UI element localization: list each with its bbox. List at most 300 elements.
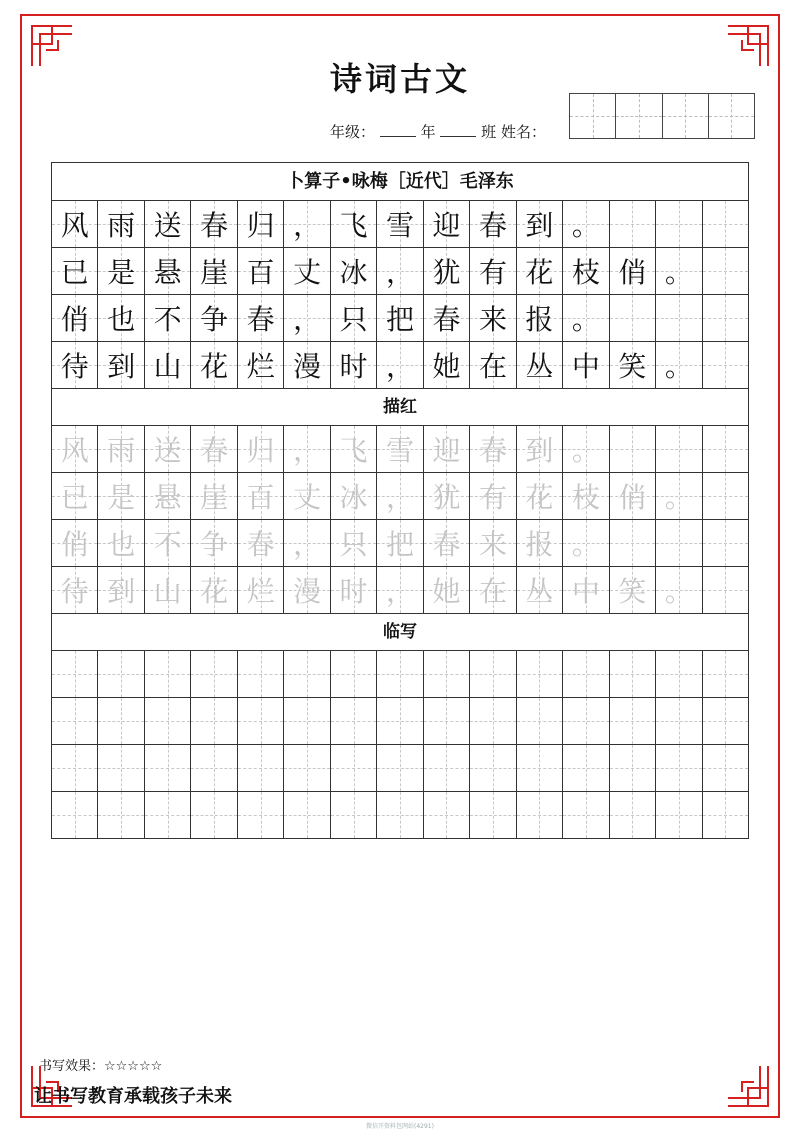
trace-cell [237, 520, 283, 566]
grid-character: 山 [153, 350, 182, 383]
grid-character: 。 [664, 575, 693, 608]
trace-cell [702, 567, 748, 613]
grid-cell [190, 248, 236, 294]
copy-cell[interactable] [702, 651, 748, 697]
poem-row [52, 342, 748, 388]
trace-cell [469, 473, 515, 519]
grid-character: 争 [200, 528, 229, 561]
grid-character: 。 [571, 528, 600, 561]
copy-cell[interactable] [330, 651, 376, 697]
grid-character: 归 [246, 209, 275, 242]
name-box-cell[interactable] [570, 94, 615, 138]
copy-cell[interactable] [423, 698, 469, 744]
grid-character: 春 [478, 434, 507, 467]
copy-cell[interactable] [609, 651, 655, 697]
copy-cell[interactable] [376, 698, 422, 744]
trace-row [52, 567, 748, 613]
grid-cell [190, 342, 236, 388]
copy-cell[interactable] [237, 792, 283, 838]
grid-character: ， [293, 303, 322, 336]
trace-cell [516, 473, 562, 519]
copy-row [52, 745, 748, 792]
trace-cell [702, 520, 748, 566]
copy-cell[interactable] [655, 792, 701, 838]
grid-character: 飞 [339, 209, 368, 242]
grid-cell [330, 201, 376, 247]
copy-cell[interactable] [562, 651, 608, 697]
trace-cell [469, 567, 515, 613]
grid-character: 把 [386, 528, 415, 561]
grid-character: 来 [478, 528, 507, 561]
copy-cell[interactable] [52, 745, 97, 791]
grid-character: 有 [478, 481, 507, 514]
grid-character: 俏 [60, 303, 89, 336]
trace-cell [423, 426, 469, 472]
copy-cell[interactable] [330, 792, 376, 838]
grid-character: 时 [339, 575, 368, 608]
student-info [330, 121, 546, 142]
grid-cell [52, 342, 97, 388]
copy-cell[interactable] [702, 792, 748, 838]
year-label: 年 [420, 123, 436, 141]
grid-character: 中 [571, 575, 600, 608]
grid-character: 送 [153, 209, 182, 242]
trace-cell [609, 473, 655, 519]
trace-cell [97, 426, 143, 472]
grid-character: ， [386, 575, 415, 608]
trace-cell [330, 520, 376, 566]
copy-cell[interactable] [655, 651, 701, 697]
trace-cell [516, 426, 562, 472]
grid-character: 崖 [200, 256, 229, 289]
trace-cell [562, 567, 608, 613]
grid-character: 冰 [339, 481, 368, 514]
source-note: 微信开资料包网站(4291) [366, 1123, 434, 1130]
grid-cell [469, 248, 515, 294]
grid-cell [702, 201, 748, 247]
grid-character: 丛 [525, 350, 554, 383]
trace-row [52, 473, 748, 520]
grid-character: 俏 [618, 481, 647, 514]
copy-cell[interactable] [655, 745, 701, 791]
grid-character: 已 [60, 256, 89, 289]
grid-character: 百 [246, 481, 275, 514]
copy-cell[interactable] [144, 745, 190, 791]
trace-cell [376, 426, 422, 472]
grid-character: 山 [153, 575, 182, 608]
grid-character: 悬 [153, 256, 182, 289]
grid-character: 在 [478, 575, 507, 608]
copy-cell[interactable] [52, 698, 97, 744]
copy-cell[interactable] [609, 792, 655, 838]
trace-cell [190, 426, 236, 472]
copy-cell[interactable] [702, 698, 748, 744]
grid-character: 争 [200, 303, 229, 336]
copy-cell[interactable] [52, 792, 97, 838]
grid-cell [283, 248, 329, 294]
grid-character: 。 [664, 481, 693, 514]
grid-character: 丈 [293, 256, 322, 289]
trace-cell [144, 520, 190, 566]
copy-cell[interactable] [283, 745, 329, 791]
grid-cell [702, 342, 748, 388]
name-label: 姓名： [500, 123, 546, 141]
grid-cell [97, 342, 143, 388]
trace-cell [609, 567, 655, 613]
poem-row [52, 295, 748, 342]
grid-character: 枝 [571, 256, 600, 289]
copy-cell[interactable] [516, 792, 562, 838]
trace-cell [283, 426, 329, 472]
trace-cell [144, 567, 190, 613]
grid-character: 到 [107, 350, 136, 383]
grid-cell [144, 342, 190, 388]
grid-cell [144, 295, 190, 341]
trace-cell [283, 520, 329, 566]
grid-character: 到 [107, 575, 136, 608]
grid-character: 笑 [618, 350, 647, 383]
copy-cell[interactable] [655, 698, 701, 744]
trace-cell [237, 567, 283, 613]
grid-character: 烂 [246, 350, 275, 383]
trace-cell [283, 473, 329, 519]
copy-cell[interactable] [609, 698, 655, 744]
grid-cell [144, 201, 190, 247]
trace-cell [330, 473, 376, 519]
grid-character: 犹 [432, 481, 461, 514]
slogan: 让书写教育承载孩子未来 [34, 1086, 232, 1107]
name-box-cell[interactable] [708, 94, 754, 138]
copy-cell[interactable] [283, 698, 329, 744]
grid-cell [190, 295, 236, 341]
page-title: 诗词古文 [329, 60, 470, 98]
poem-grid [52, 201, 748, 388]
copy-cell[interactable] [469, 651, 515, 697]
grid-character: 是 [107, 481, 136, 514]
name-box-cell[interactable] [662, 94, 708, 138]
grid-cell [469, 342, 515, 388]
copy-cell[interactable] [423, 745, 469, 791]
grid-cell [469, 295, 515, 341]
grid-character: 到 [525, 209, 554, 242]
grid-cell [655, 248, 701, 294]
grid-character: 春 [432, 303, 461, 336]
trace-cell [330, 567, 376, 613]
grid-character: ， [386, 350, 415, 383]
copy-cell[interactable] [469, 792, 515, 838]
trace-cell [655, 426, 701, 472]
trace-cell [423, 567, 469, 613]
copy-cell[interactable] [237, 651, 283, 697]
grid-character: 待 [60, 575, 89, 608]
grid-cell [423, 201, 469, 247]
grid-cell [330, 342, 376, 388]
grid-character: 风 [60, 434, 89, 467]
copy-header: 临写 [52, 613, 748, 651]
copy-cell[interactable] [423, 651, 469, 697]
poem-row [52, 248, 748, 295]
grid-cell [516, 201, 562, 247]
grid-cell [609, 295, 655, 341]
trace-cell [562, 426, 608, 472]
trace-cell [423, 473, 469, 519]
grid-character: 待 [60, 350, 89, 383]
grid-character: 有 [478, 256, 507, 289]
name-grid[interactable] [569, 93, 755, 139]
grid-character: 报 [525, 303, 554, 336]
grid-cell [52, 295, 97, 341]
grid-character: 迎 [432, 434, 461, 467]
copy-cell[interactable] [469, 698, 515, 744]
grid-character: 俏 [60, 528, 89, 561]
grid-cell [97, 201, 143, 247]
grid-character: 。 [571, 434, 600, 467]
grid-character: 只 [339, 303, 368, 336]
trace-cell [237, 426, 283, 472]
grid-character: 在 [478, 350, 507, 383]
grid-cell [237, 295, 283, 341]
copy-cell[interactable] [423, 792, 469, 838]
copy-cell[interactable] [144, 651, 190, 697]
grid-character: 时 [339, 350, 368, 383]
grid-character: ， [293, 434, 322, 467]
copy-cell[interactable] [562, 792, 608, 838]
copy-cell[interactable] [237, 698, 283, 744]
copy-cell[interactable] [376, 745, 422, 791]
trace-grid [52, 426, 748, 613]
grid-character: 犹 [432, 256, 461, 289]
grid-character: 只 [339, 528, 368, 561]
grid-cell [52, 201, 97, 247]
grid-character: 雨 [107, 434, 136, 467]
copy-cell[interactable] [469, 745, 515, 791]
grid-character: 百 [246, 256, 275, 289]
copy-cell[interactable] [376, 651, 422, 697]
trace-cell [330, 426, 376, 472]
grid-character: 她 [432, 350, 461, 383]
grid-character: 也 [107, 303, 136, 336]
grid-cell [97, 248, 143, 294]
grid-character: 春 [200, 209, 229, 242]
trace-cell [190, 520, 236, 566]
grid-character: 她 [432, 575, 461, 608]
corner-ornament-icon [726, 1064, 770, 1108]
trace-cell [516, 567, 562, 613]
grid-character: 烂 [246, 575, 275, 608]
grid-character: 归 [246, 434, 275, 467]
copy-cell[interactable] [237, 745, 283, 791]
grid-character: 。 [571, 209, 600, 242]
trace-cell [283, 567, 329, 613]
grid-cell [655, 201, 701, 247]
trace-cell [144, 473, 190, 519]
grid-cell [516, 295, 562, 341]
name-box-cell[interactable] [615, 94, 661, 138]
grid-cell [283, 295, 329, 341]
grid-character: 中 [571, 350, 600, 383]
trace-cell [376, 473, 422, 519]
copy-row [52, 651, 748, 698]
grid-character: 飞 [339, 434, 368, 467]
copy-cell[interactable] [97, 651, 143, 697]
trace-cell [52, 473, 97, 519]
grid-character: 雪 [386, 209, 415, 242]
grid-character: 迎 [432, 209, 461, 242]
grid-character: 俏 [618, 256, 647, 289]
copy-cell[interactable] [516, 745, 562, 791]
grid-cell [702, 295, 748, 341]
trace-cell [190, 473, 236, 519]
trace-cell [655, 567, 701, 613]
grid-character: ， [293, 528, 322, 561]
trace-cell [52, 567, 97, 613]
grid-character: 崖 [200, 481, 229, 514]
grid-cell [283, 342, 329, 388]
trace-cell [376, 520, 422, 566]
grid-cell [423, 248, 469, 294]
grid-cell [562, 201, 608, 247]
grid-cell [330, 295, 376, 341]
copy-row [52, 792, 748, 838]
copy-cell[interactable] [97, 745, 143, 791]
grid-character: ， [386, 481, 415, 514]
grid-character: 春 [478, 209, 507, 242]
grid-cell [237, 342, 283, 388]
trace-cell [237, 473, 283, 519]
copy-cell[interactable] [702, 745, 748, 791]
copy-cell[interactable] [52, 651, 97, 697]
copy-cell[interactable] [190, 698, 236, 744]
grid-character: 春 [200, 434, 229, 467]
grid-cell [52, 248, 97, 294]
trace-row [52, 426, 748, 473]
grid-character: 春 [246, 303, 275, 336]
copy-cell[interactable] [283, 651, 329, 697]
grid-cell [609, 201, 655, 247]
grid-character: ， [386, 256, 415, 289]
grid-cell [516, 248, 562, 294]
poem-row [52, 201, 748, 248]
copy-cell[interactable] [283, 792, 329, 838]
copy-cell[interactable] [330, 698, 376, 744]
grade-blank[interactable] [380, 122, 416, 137]
copy-row [52, 698, 748, 745]
copy-cell[interactable] [144, 698, 190, 744]
grid-character: 送 [153, 434, 182, 467]
grid-character: 花 [200, 350, 229, 383]
grid-character: 风 [60, 209, 89, 242]
trace-cell [609, 520, 655, 566]
grid-cell [190, 201, 236, 247]
grid-cell [423, 342, 469, 388]
grid-cell [144, 248, 190, 294]
copy-cell[interactable] [376, 792, 422, 838]
grid-character: 春 [432, 528, 461, 561]
copy-cell[interactable] [516, 651, 562, 697]
grid-cell [562, 342, 608, 388]
grid-character: 雪 [386, 434, 415, 467]
grid-character: 把 [386, 303, 415, 336]
grid-cell [376, 201, 422, 247]
grid-character: ， [293, 209, 322, 242]
grid-character: 雨 [107, 209, 136, 242]
trace-cell [52, 520, 97, 566]
class-label: 班 [481, 123, 497, 141]
trace-cell [469, 426, 515, 472]
grid-character: 也 [107, 528, 136, 561]
grid-character: 枝 [571, 481, 600, 514]
grid-cell [237, 248, 283, 294]
trace-cell [469, 520, 515, 566]
copy-cell[interactable] [190, 792, 236, 838]
trace-cell [423, 520, 469, 566]
trace-cell [516, 520, 562, 566]
poem-header: 卜算子•咏梅［近代］毛泽东 [52, 163, 748, 201]
trace-header: 描红 [52, 388, 748, 426]
grid-cell [469, 201, 515, 247]
grid-character: 。 [664, 256, 693, 289]
trace-cell [562, 520, 608, 566]
grid-character: 丛 [525, 575, 554, 608]
class-blank[interactable] [440, 122, 476, 137]
grid-character: 悬 [153, 481, 182, 514]
trace-cell [609, 426, 655, 472]
copy-cell[interactable] [97, 792, 143, 838]
grid-cell [655, 342, 701, 388]
grid-character: 。 [664, 350, 693, 383]
grid-cell [516, 342, 562, 388]
trace-cell [562, 473, 608, 519]
grid-cell [609, 248, 655, 294]
grid-character: 到 [525, 434, 554, 467]
copy-cell[interactable] [562, 698, 608, 744]
grid-cell [562, 248, 608, 294]
grid-character: 。 [571, 303, 600, 336]
copy-cell[interactable] [516, 698, 562, 744]
grid-cell [376, 295, 422, 341]
trace-cell [97, 567, 143, 613]
copy-cell[interactable] [190, 651, 236, 697]
trace-cell [376, 567, 422, 613]
trace-cell [655, 520, 701, 566]
grid-character: 花 [200, 575, 229, 608]
trace-cell [144, 426, 190, 472]
trace-row [52, 520, 748, 567]
copy-cell[interactable] [609, 745, 655, 791]
trace-cell [190, 567, 236, 613]
practice-sheet [51, 162, 749, 839]
grid-character: 花 [525, 481, 554, 514]
grid-character: 花 [525, 256, 554, 289]
copy-cell[interactable] [562, 745, 608, 791]
grid-cell [655, 295, 701, 341]
copy-grid [52, 651, 748, 838]
grid-character: 冰 [339, 256, 368, 289]
grid-cell [609, 342, 655, 388]
grid-character: 不 [153, 303, 182, 336]
copy-cell[interactable] [190, 745, 236, 791]
grid-cell [376, 342, 422, 388]
grid-cell [423, 295, 469, 341]
copy-cell[interactable] [330, 745, 376, 791]
copy-cell[interactable] [144, 792, 190, 838]
grade-label: 年级： [330, 123, 376, 141]
trace-cell [702, 426, 748, 472]
trace-cell [97, 473, 143, 519]
copy-cell[interactable] [97, 698, 143, 744]
grid-cell [237, 201, 283, 247]
grid-character: 来 [478, 303, 507, 336]
